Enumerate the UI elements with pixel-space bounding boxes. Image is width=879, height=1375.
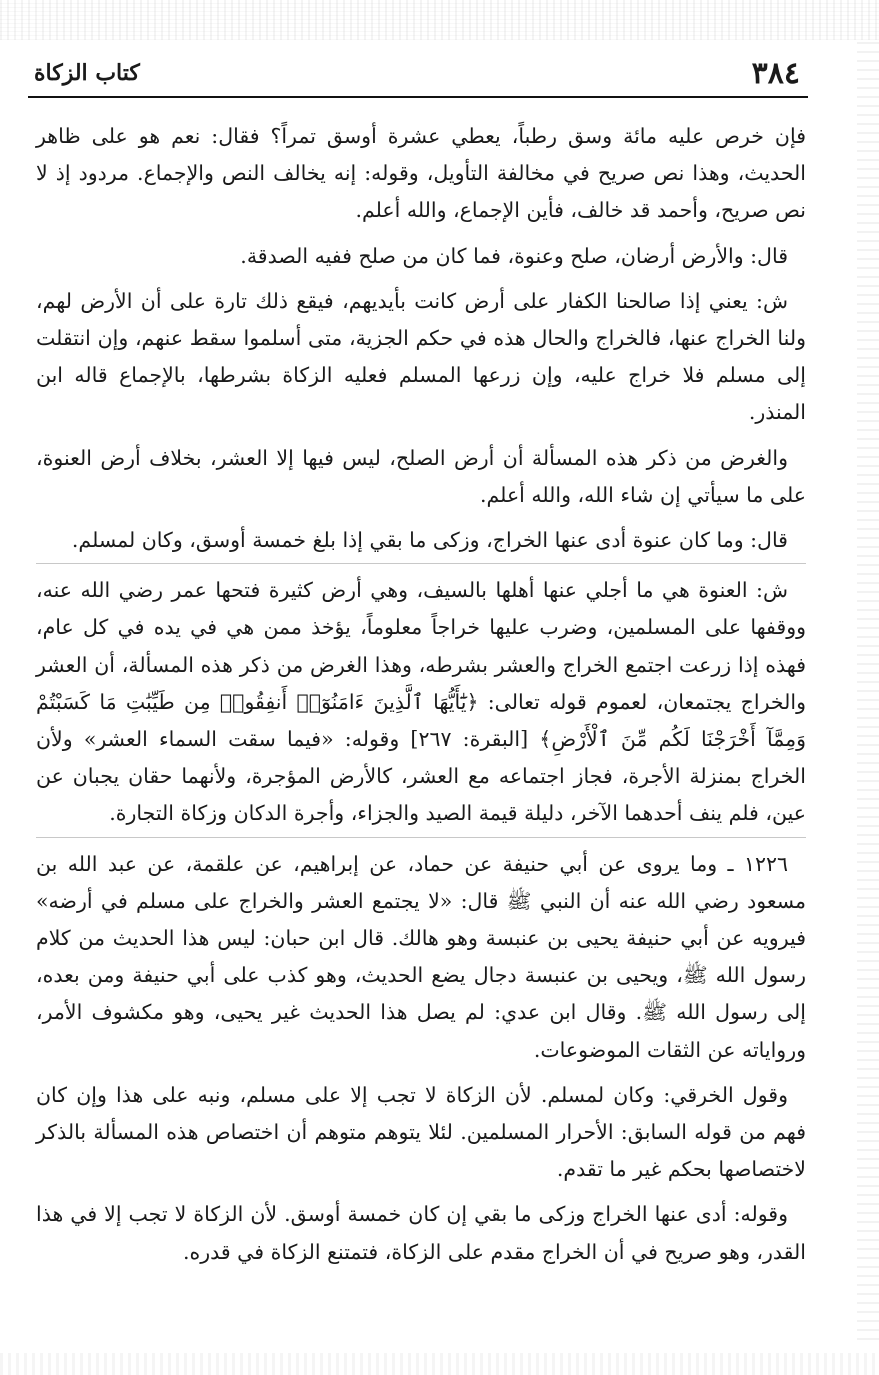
paragraph-5: قال: وما كان عنوة أدى عنها الخراج، وزكى ما بقي إذا بلغ خمسة أوسق، وكان لمسلم. <box>36 522 806 564</box>
running-title: كتاب الزكاة <box>34 60 140 86</box>
paragraph-9: وقوله: أدى عنها الخراج وزكى ما بقي إن كان خمسة أوسق. لأن الزكاة لا تجب إلا في هذا القدر، وهو صريح في أن الخراج مقدم على الزكاة، فتمتنع الزكاة في قدره. <box>36 1202 806 1264</box>
page-header <box>28 52 806 96</box>
scan-noise-bottom <box>0 1353 879 1375</box>
paragraph-8: وقول الخرقي: وكان لمسلم. لأن الزكاة لا تجب إلا على مسلم، ونبه على هذا وإن كان فهم من قوله السابق: الأحرار المسلمين. لئلا يتوهم متوهم أن اختصاص هذه المسألة بالذكر لاختصاصها بحكم غير ما تقدم. <box>36 1082 806 1182</box>
paragraph-1: فإن خرص عليه مائة وسق رطباً، يعطي عشرة أوسق تمراً؟ فقال: نعم هو على ظاهر الحديث، وهذا نص صريح في مخالفة التأويل، وقوله: إنه يخالف النص والإجماع. مردود إذ لا نص صريح، وأحمد قد خالف، فأين الإجماع، والله أعلم. <box>36 124 806 223</box>
header-rule <box>28 96 808 98</box>
paragraph-2: قال: والأرض أرضان، صلح وعنوة، فما كان من صلح ففيه الصدقة. <box>240 243 788 268</box>
paragraph-4: والغرض من ذكر هذه المسألة أن أرض الصلح، ليس فيها إلا العشر، بخلاف أرض العنوة، على ما سيأتي إن شاء الله، والله أعلم. <box>36 445 806 507</box>
page-body <box>36 118 806 1279</box>
scan-noise-right <box>857 40 879 1340</box>
page-number: ٣٨٤ <box>751 56 800 91</box>
paragraph-6: ش: العنوة هي ما أجلي عنها أهلها بالسيف، وهي أرض كثيرة فتحها عمر رضي الله عنه، ووقفها على المسلمين، وضرب عليها خراجاً معلوماً، يؤخذ ممن هي في يده في كل عام، فهذه إذا زرعت اجتمع الخراج والعشر بشرطه، وهذا الغرض من ذكر هذه المسألة، أن العشر والخراج يجتمعان، لعموم قوله تعالى: ﴿يَٰٓأَيُّهَا ٱلَّذِينَ ءَامَنُوٓا۟ أَنفِقُوا۟ مِن طَيِّبَٰتِ مَا كَسَبْتُمْ وَمِمَّآ أَخْرَجْنَا لَكُم مِّنَ ٱلْأَرْضِ﴾ [البقرة: ٢٦٧] وقوله: «فيما سقت السماء العشر» ولأن الخراج بمنزلة الأجرة، فجاز اجتماعه مع العشر، كالأرض المؤجرة، ولأنهما حقان يجبان عن عين، فلم ينف أحدهما الآخر، دليلة قيمة الصيد والجزاء، وأجرة الدكان وزكاة التجارة. <box>36 572 806 837</box>
scan-noise-top <box>0 0 879 40</box>
paragraph-3: ش: يعني إذا صالحنا الكفار على أرض كانت بأيديهم، فيقع ذلك تارة على أن الأرض لهم، ولنا الخراج عنها، فالخراج والحال هذه في حكم الجزية، متى أسلموا سقط عنهم، وإن انتقلت إلى مسلم فلا خراج عليه، وإن زرعها المسلم فعليه الزكاة بشرطها، بالإجماع قاله ابن المنذر. <box>36 288 806 425</box>
paragraph-7: ١٢٢٦ ـ وما يروى عن أبي حنيفة عن حماد، عن إبراهيم، عن علقمة، عن عبد الله بن مسعود رضي الله عنه أن النبي ﷺ قال: «لا يجتمع العشر والخراج على مسلم في أرضه» فيرويه عن أبي حنيفة يحيى بن عنبسة وهو هالك. قال ابن حبان: ليس هذا الحديث من كلام رسول الله ﷺ، ويحيى بن عنبسة دجال يضع الحديث، وهو كذب على أبي حنيفة ومن بعده، إلى رسول الله ﷺ. وقال ابن عدي: لم يصل هذا الحديث غير يحيى، وهو مكشوف الأمر، ورواياته عن الثقات الموضوعات. <box>36 851 806 1062</box>
